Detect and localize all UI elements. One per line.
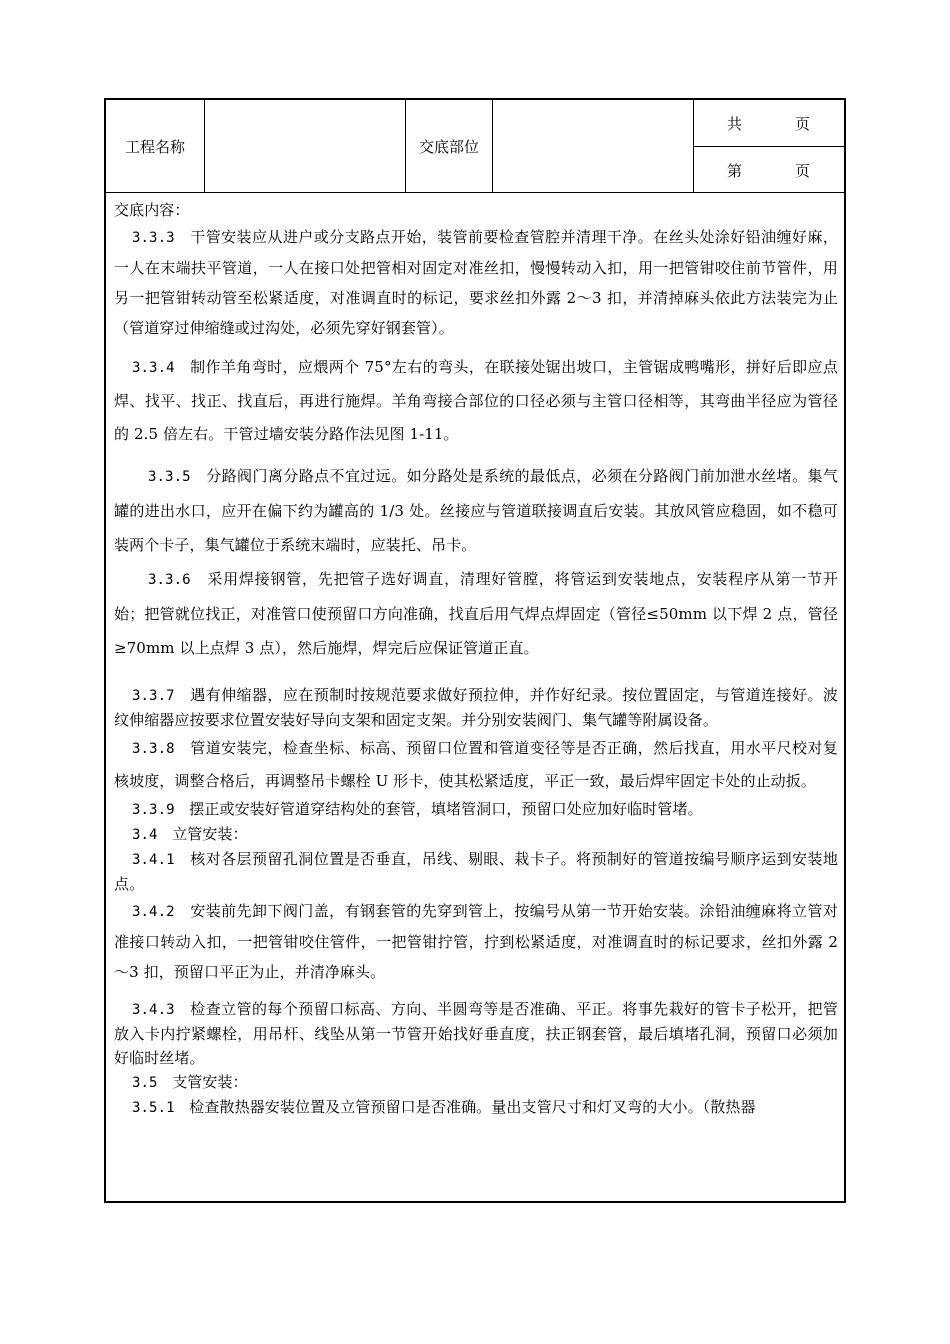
clause-text: 安装前先卸下阀门盖，有钢套管的先穿到管上，按编号从第一节开始安装。涂铅油缠麻将立管对准接口转动入扣，一把管钳咬住管件，一把管钳拧管，拧到松紧适度，对准调直时的标记要求，丝扣外露 2～3 扣，预留口平正为止，并清净麻头。 — [114, 902, 838, 981]
clause-number: 3.3.8 — [132, 741, 175, 757]
clause-text: 干管安装应从进户或分支路点开始，装管前要检查管腔并清理干净。在丝头处涂好铅油缠好麻，一人在末端扶平管道，一人在接口处把管相对固定对准丝扣，慢慢转动入扣，用一把管钳咬住前节管件，用另一把管钳转动管至松紧适度，对准调直时的标记，要求丝扣外露 2～3 扣，并清掉麻头依此方法装完为止（管道穿过伸缩缝或过沟处，必须先穿好钢套管）。 — [114, 228, 838, 337]
clause-number: 3.4.2 — [132, 904, 175, 920]
clause-number: 3.4.1 — [132, 852, 175, 868]
clause-number: 3.3.4 — [132, 360, 175, 376]
section-3-4-heading — [114, 822, 838, 847]
project-name-label: 工程名称 — [124, 137, 185, 156]
page-number-prefix: 第 — [727, 161, 743, 180]
clause-number: 3.4.3 — [132, 1002, 175, 1018]
content-heading: 交底内容： — [114, 201, 190, 219]
paragraph-3-3-7 — [114, 683, 838, 732]
paragraph-3-3-5 — [114, 459, 838, 562]
paragraph-3-3-3 — [114, 222, 838, 343]
clause-text: 立管安装： — [172, 825, 248, 843]
form-header — [106, 100, 844, 193]
clause-number: 3.3.5 — [148, 469, 191, 485]
clause-text: 管道安装完，检查坐标、标高、预留口位置和管道变径等是否正确，然后找直，用水平尺校对复核坡度，调整合格后，再调整吊卡螺栓 U 形卡，使其松紧适度，平正一致，最后焊牢固定卡处的止动扳。 — [114, 739, 838, 790]
page-number-suffix: 页 — [795, 161, 811, 180]
paragraph-3-3-8 — [114, 732, 838, 797]
clause-text: 摆正或安装好管道穿结构处的套管，填堵管洞口，预留口处应加好临时管堵。 — [189, 800, 703, 818]
location-value — [493, 100, 693, 192]
total-pages — [695, 100, 844, 146]
clause-text: 分路阀门离分路点不宜过远。如分路处是系统的最低点，必须在分路阀门前加泄水丝堵。集气罐的进出水口，应开在偏下约为罐高的 1/3 处。丝接应与管道联接调直后安装。其放风管应稳固，如不稳可装两个卡子，集气罐位于系统末端时，应装托、吊卡。 — [114, 467, 838, 554]
clause-number: 3.3.7 — [132, 688, 175, 704]
clause-number: 3.3.9 — [132, 802, 175, 818]
clause-number: 3.3.3 — [132, 230, 175, 246]
paragraph-3-4-1 — [114, 847, 838, 896]
clause-number: 3.3.6 — [148, 572, 191, 588]
clause-text: 检查立管的每个预留口标高、方向、半圆弯等是否准确、平正。将事先栽好的管卡子松开，把管放入卡内拧紧螺栓，用吊杆、线坠从第一节管开始找好垂直度，扶正钢套管，最后填堵孔洞，预留口必须加好临时丝堵。 — [114, 1000, 838, 1067]
location-label: 交底部位 — [418, 137, 479, 156]
paragraph-3-3-6 — [114, 562, 838, 665]
section-3-5-heading — [114, 1070, 838, 1095]
paragraph-3-4-2 — [114, 896, 838, 987]
clause-text: 检查散热器安装位置及立管预留口是否准确。量出支管尺寸和灯叉弯的大小。（散热器 — [189, 1098, 756, 1116]
clause-text: 采用焊接钢管，先把管子选好调直，清理好管膛，将管运到安装地点，安装程序从第一节开始；把管就位找正，对准管口使预留口方向准确，找直后用气焊点焊固定（管径≤50mm 以下焊 2 点，管径≥70mm 以上点焊 3 点），然后施焊，焊完后应保证管道正直。 — [114, 570, 838, 657]
disclosure-content — [114, 198, 838, 1120]
paragraph-3-4-3 — [114, 997, 838, 1070]
clause-text: 遇有伸缩器，应在预制时按规范要求做好预拉伸，并作好纪录。按位置固定，与管道连接好。波纹伸缩器应按要求位置安装好导向支架和固定支架。并分别安装阀门、集气罐等附属设备。 — [114, 686, 838, 729]
paragraph-3-3-4 — [114, 351, 838, 451]
paragraph-3-5-1 — [114, 1095, 838, 1120]
page-number — [695, 147, 844, 193]
clause-number: 3.5.1 — [132, 1100, 175, 1116]
project-name-value — [205, 100, 405, 192]
clause-text: 核对各层预留孔洞位置是否垂直，吊线、剔眼、栽卡子。将预制好的管道按编号顺序运到安装地点。 — [114, 850, 838, 893]
clause-text: 支管安装： — [172, 1073, 248, 1091]
disclosure-form — [104, 98, 846, 1203]
clause-number: 3.4 — [132, 827, 158, 843]
total-pages-suffix: 页 — [795, 114, 811, 133]
paragraph-3-3-9 — [114, 797, 838, 822]
clause-text: 制作羊角弯时，应煨两个 75°左右的弯头，在联接处锯出坡口，主管锯成鸭嘴形，拼好后即应点焊、找平、找正、找直后，再进行施焊。羊角弯接合部位的口径必须与主管口径相等，其弯曲半径应为管径的 2.5 倍左右。干管过墙安装分路作法见图 1-11。 — [114, 358, 838, 443]
clause-number: 3.5 — [132, 1075, 158, 1091]
total-pages-prefix: 共 — [727, 114, 743, 133]
